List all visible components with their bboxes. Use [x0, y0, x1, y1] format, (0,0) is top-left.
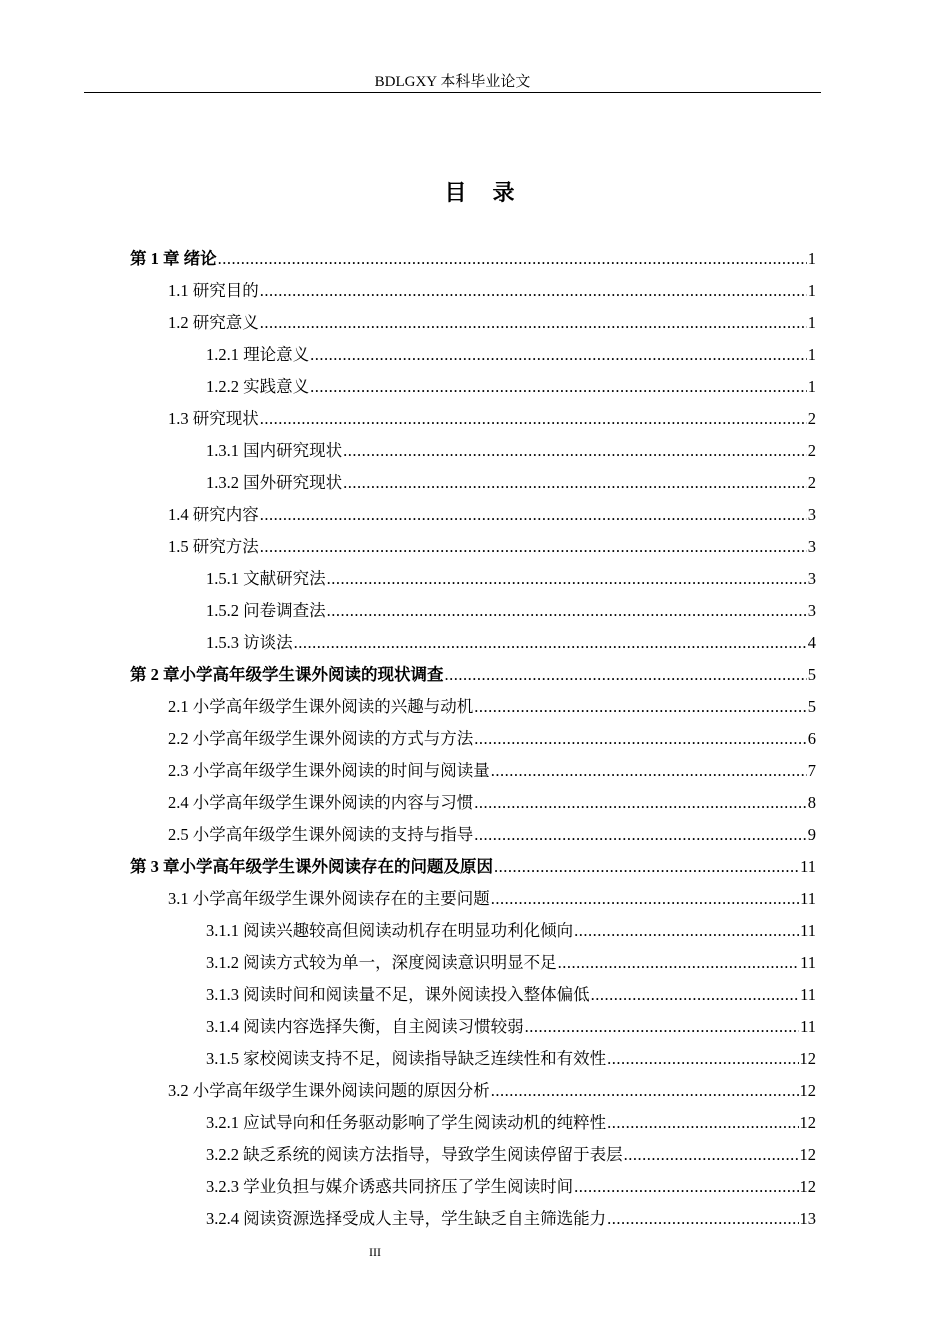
toc-entry-page: 11: [800, 921, 816, 940]
toc-leader-dots: [260, 307, 807, 339]
toc-entry-page: 7: [807, 761, 816, 780]
toc-entry[interactable]: [168, 691, 816, 723]
toc-entry[interactable]: [206, 563, 816, 595]
toc-entry-page: 3: [807, 505, 816, 524]
toc-entry-page: 11: [800, 889, 816, 908]
toc-entry-label: 第 2 章小学高年级学生课外阅读的现状调查: [130, 665, 444, 684]
toc-entry-page: 12: [799, 1145, 816, 1164]
toc-entry-page: 2: [807, 473, 816, 492]
toc-leader-dots: [327, 563, 807, 595]
toc-entry-page: 2: [807, 409, 816, 428]
toc-entry[interactable]: [168, 499, 816, 531]
toc-entry[interactable]: [206, 1171, 816, 1203]
toc-entry-page: 5: [807, 697, 816, 716]
toc-leader-dots: [494, 851, 799, 883]
toc-entry[interactable]: [206, 435, 816, 467]
toc-entry-page: 12: [799, 1049, 816, 1068]
toc-entry-label: 1.5.3 访谈法: [206, 633, 293, 652]
toc-entry[interactable]: [130, 851, 816, 883]
toc-entry-label: 1.5 研究方法: [168, 537, 259, 556]
toc-entry[interactable]: [206, 371, 816, 403]
toc-leader-dots: [491, 883, 799, 915]
toc-entry[interactable]: [168, 819, 816, 851]
toc-entry-label: 3.2.4 阅读资源选择受成人主导，学生缺乏自主筛选能力: [206, 1209, 607, 1228]
toc-entry[interactable]: [206, 979, 816, 1011]
toc-entry[interactable]: [206, 1203, 816, 1235]
toc-entry[interactable]: [130, 243, 816, 275]
toc-entry-label: 1.5.1 文献研究法: [206, 569, 326, 588]
toc-entry-page: 3: [807, 569, 816, 588]
toc-leader-dots: [624, 1139, 799, 1171]
toc-entry-page: 2: [807, 441, 816, 460]
toc-entry-label: 1.2.2 实践意义: [206, 377, 310, 396]
toc-title: 目录: [444, 181, 541, 206]
toc-entry[interactable]: [168, 403, 816, 435]
toc-entry[interactable]: [206, 1011, 816, 1043]
toc-entry[interactable]: [168, 755, 816, 787]
toc-entry-label: 第 1 章 绪论: [130, 249, 217, 268]
toc-leader-dots: [558, 947, 799, 979]
toc-entry[interactable]: [168, 531, 816, 563]
toc-entry-label: 2.5 小学高年级学生课外阅读的支持与指导: [168, 825, 474, 844]
toc-entry-page: 1: [807, 249, 816, 268]
toc-entry-label: 1.4 研究内容: [168, 505, 259, 524]
toc-entry[interactable]: [206, 467, 816, 499]
toc-entry[interactable]: [168, 787, 816, 819]
toc-entry-label: 2.1 小学高年级学生课外阅读的兴趣与动机: [168, 697, 474, 716]
toc-entry[interactable]: [168, 275, 816, 307]
toc-entry-page: 11: [800, 953, 816, 972]
toc-entry-page: 12: [799, 1113, 816, 1132]
toc-entry-label: 1.5.2 问卷调查法: [206, 601, 326, 620]
toc-entry[interactable]: [168, 883, 816, 915]
toc-entry-label: 1.3.2 国外研究现状: [206, 473, 343, 492]
toc-entry-label: 1.2.1 理论意义: [206, 345, 310, 364]
toc-entry-label: 3.2.1 应试导向和任务驱动影响了学生阅读动机的纯粹性: [206, 1113, 607, 1132]
toc-entry-label: 3.1 小学高年级学生课外阅读存在的主要问题: [168, 889, 490, 908]
toc-leader-dots: [445, 659, 807, 691]
toc-entry[interactable]: [206, 947, 816, 979]
toc-leader-dots: [343, 435, 807, 467]
toc-entry-label: 3.2 小学高年级学生课外阅读问题的原因分析: [168, 1081, 490, 1100]
toc-leader-dots: [574, 1171, 798, 1203]
toc-entry-label: 2.3 小学高年级学生课外阅读的时间与阅读量: [168, 761, 490, 780]
toc-entry-label: 3.1.5 家校阅读支持不足，阅读指导缺乏连续性和有效性: [206, 1049, 607, 1068]
toc-entry[interactable]: [168, 307, 816, 339]
toc-entry-page: 3: [807, 601, 816, 620]
header-rule: [84, 92, 821, 93]
toc-leader-dots: [525, 1011, 799, 1043]
toc-entry-page: 1: [807, 313, 816, 332]
toc-leader-dots: [607, 1107, 798, 1139]
toc-entry-label: 1.3.1 国内研究现状: [206, 441, 343, 460]
toc-leader-dots: [260, 499, 807, 531]
toc-entry[interactable]: [130, 659, 816, 691]
toc-entry[interactable]: [206, 1139, 816, 1171]
toc-leader-dots: [260, 531, 807, 563]
page-number: III: [369, 1245, 381, 1259]
toc-leader-dots: [260, 403, 807, 435]
toc-entry-label: 2.2 小学高年级学生课外阅读的方式与方法: [168, 729, 474, 748]
toc-entry-label: 3.1.4 阅读内容选择失衡，自主阅读习惯较弱: [206, 1017, 524, 1036]
toc-entry[interactable]: [206, 595, 816, 627]
toc-entry-label: 3.1.3 阅读时间和阅读量不足，课外阅读投入整体偏低: [206, 985, 590, 1004]
toc-entry-label: 2.4 小学高年级学生课外阅读的内容与习惯: [168, 793, 474, 812]
toc-entry-page: 11: [800, 985, 816, 1004]
toc-entry-page: 8: [807, 793, 816, 812]
toc-entry[interactable]: [206, 339, 816, 371]
toc-entry-page: 12: [799, 1081, 816, 1100]
toc-entry-label: 1.3 研究现状: [168, 409, 259, 428]
toc-entry[interactable]: [168, 1075, 816, 1107]
toc-leader-dots: [474, 787, 807, 819]
toc-entry-page: 6: [807, 729, 816, 748]
toc-entry-page: 12: [799, 1177, 816, 1196]
toc-leader-dots: [474, 819, 807, 851]
toc-entry[interactable]: [206, 1043, 816, 1075]
toc-entry-label: 3.2.3 学业负担与媒介诱惑共同挤压了学生阅读时间: [206, 1177, 574, 1196]
toc-leader-dots: [491, 755, 807, 787]
toc-leader-dots: [327, 595, 807, 627]
toc-leader-dots: [591, 979, 799, 1011]
toc-entry-page: 5: [807, 665, 816, 684]
toc-entry-page: 9: [807, 825, 816, 844]
toc-leader-dots: [474, 723, 807, 755]
toc-entry[interactable]: [206, 915, 816, 947]
toc-leader-dots: [607, 1043, 798, 1075]
toc-entry-label: 第 3 章小学高年级学生课外阅读存在的问题及原因: [130, 857, 493, 876]
toc-leader-dots: [607, 1203, 798, 1235]
running-header: BDLGXY 本科毕业论文: [374, 74, 531, 90]
toc-entry-page: 1: [807, 281, 816, 300]
toc-entry-label: 3.2.2 缺乏系统的阅读方法指导，导致学生阅读停留于表层: [206, 1145, 623, 1164]
toc-leader-dots: [474, 691, 807, 723]
toc-leader-dots: [294, 627, 807, 659]
toc-entry[interactable]: [206, 1107, 816, 1139]
toc-leader-dots: [218, 243, 807, 275]
toc-leader-dots: [310, 371, 807, 403]
toc-entry[interactable]: [168, 723, 816, 755]
toc-entry-label: 1.1 研究目的: [168, 281, 259, 300]
toc-leader-dots: [310, 339, 807, 371]
toc-entry-page: 1: [807, 345, 816, 364]
toc-entry-page: 11: [800, 1017, 816, 1036]
toc-entry-page: 4: [807, 633, 816, 652]
toc-entry-label: 3.1.1 阅读兴趣较高但阅读动机存在明显功利化倾向: [206, 921, 574, 940]
toc-leader-dots: [260, 275, 807, 307]
toc-entry[interactable]: [206, 627, 816, 659]
toc-leader-dots: [574, 915, 799, 947]
toc-entry-label: 1.2 研究意义: [168, 313, 259, 332]
toc-leader-dots: [343, 467, 807, 499]
toc-entry-label: 3.1.2 阅读方式较为单一，深度阅读意识明显不足: [206, 953, 557, 972]
toc-entry-page: 3: [807, 537, 816, 556]
toc-entry-page: 13: [799, 1209, 816, 1228]
toc-entry-page: 1: [807, 377, 816, 396]
toc-entry-page: 11: [800, 857, 816, 876]
toc-leader-dots: [491, 1075, 799, 1107]
